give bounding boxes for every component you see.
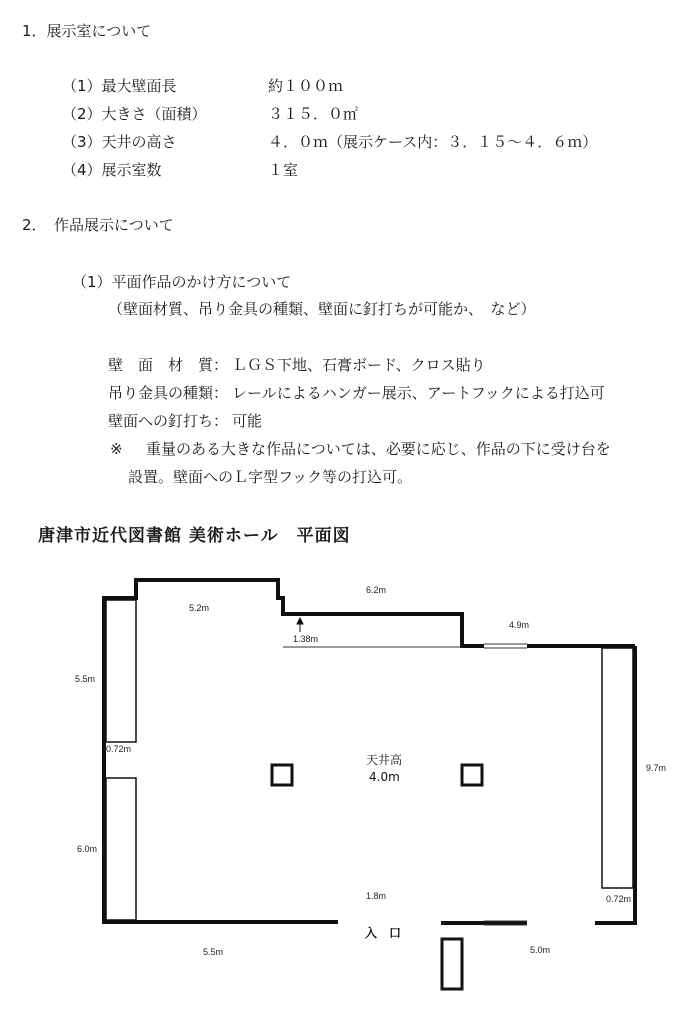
spec-label-wall-length: （1）最大壁面長 <box>62 77 177 95</box>
dim-center-bottom: 1.8m <box>366 891 387 901</box>
pillar-left <box>272 765 292 785</box>
ceiling-label: 天井高 <box>366 753 403 767</box>
dim-step: 1.38m <box>293 634 319 644</box>
spec-value-wall-length: 約１００ｍ <box>268 77 344 95</box>
dim-right-top: 4.9m <box>509 620 530 630</box>
note-mark: ※ <box>110 440 123 458</box>
wall-east <box>595 646 635 923</box>
dim-bottom-left: 5.5m <box>203 947 224 957</box>
row-value-hanger: レールによるハンガー展示、アートフックによる打込可 <box>232 384 605 402</box>
dim-top-right: 6.2m <box>366 585 387 595</box>
case-left-lower <box>106 778 136 920</box>
note-line-1: 重量のある大きな作品については、必要に応じ、作品の下に受け台を <box>146 440 611 458</box>
spec-value-ceiling: ４．０ｍ（展示ケース内：３．１５～４．６ｍ） <box>268 133 598 151</box>
spec-value-area: ３１５．０㎡ <box>268 105 359 123</box>
dim-bottom-right: 5.0m <box>530 945 551 955</box>
spec-label-area: （2）大きさ（面積） <box>62 105 207 123</box>
dim-left-upper: 5.5m <box>75 674 96 684</box>
case-right <box>602 648 633 888</box>
row-value-wall-material: ＬＧＳ下地、石膏ボード、クロス貼り <box>232 356 486 374</box>
section2-heading: 2． 作品展示について <box>22 216 174 234</box>
dim-left-lower: 6.0m <box>77 844 98 854</box>
pillars <box>272 765 482 989</box>
entrance-label: 入 口 <box>365 926 402 940</box>
row-label-hanger: 吊り金具の種類： <box>108 384 229 402</box>
thin-walls <box>283 644 527 925</box>
wall-north-west <box>104 580 484 922</box>
dim-top-alcove: 5.2m <box>189 603 210 613</box>
pillar-right <box>462 765 482 785</box>
case-left-upper <box>106 600 136 742</box>
section1-heading: 1．展示室について <box>22 22 152 40</box>
row-label-wall-material: 壁 面 材 質： <box>108 356 229 374</box>
section2-subheading: （1）平面作品のかけ方について <box>72 273 292 291</box>
step-arrow <box>297 618 303 632</box>
ceiling-value: 4.0m <box>369 770 400 784</box>
spec-label-rooms: （4）展示室数 <box>62 161 162 179</box>
dim-right: 9.7m <box>646 763 667 773</box>
row-label-nailing: 壁面への釘打ち： <box>108 412 229 430</box>
spec-value-rooms: １室 <box>268 161 299 179</box>
dim-left-gap: 0.72m <box>106 744 132 754</box>
section2-subnote: （壁面材質、吊り金具の種類、壁面に釘打ちが可能か、 など） <box>108 300 536 318</box>
sign-box <box>442 939 462 989</box>
row-value-nailing: 可能 <box>232 412 263 430</box>
spec-label-ceiling: （3）天井の高さ <box>62 133 177 151</box>
dim-right-case: 0.72m <box>606 894 632 904</box>
note-line-2: 設置。壁面へのＬ字型フック等の打込可。 <box>128 468 412 486</box>
plan-title: 唐津市近代図書館 美術ホール 平面図 <box>38 526 351 546</box>
outer-walls <box>104 580 635 923</box>
